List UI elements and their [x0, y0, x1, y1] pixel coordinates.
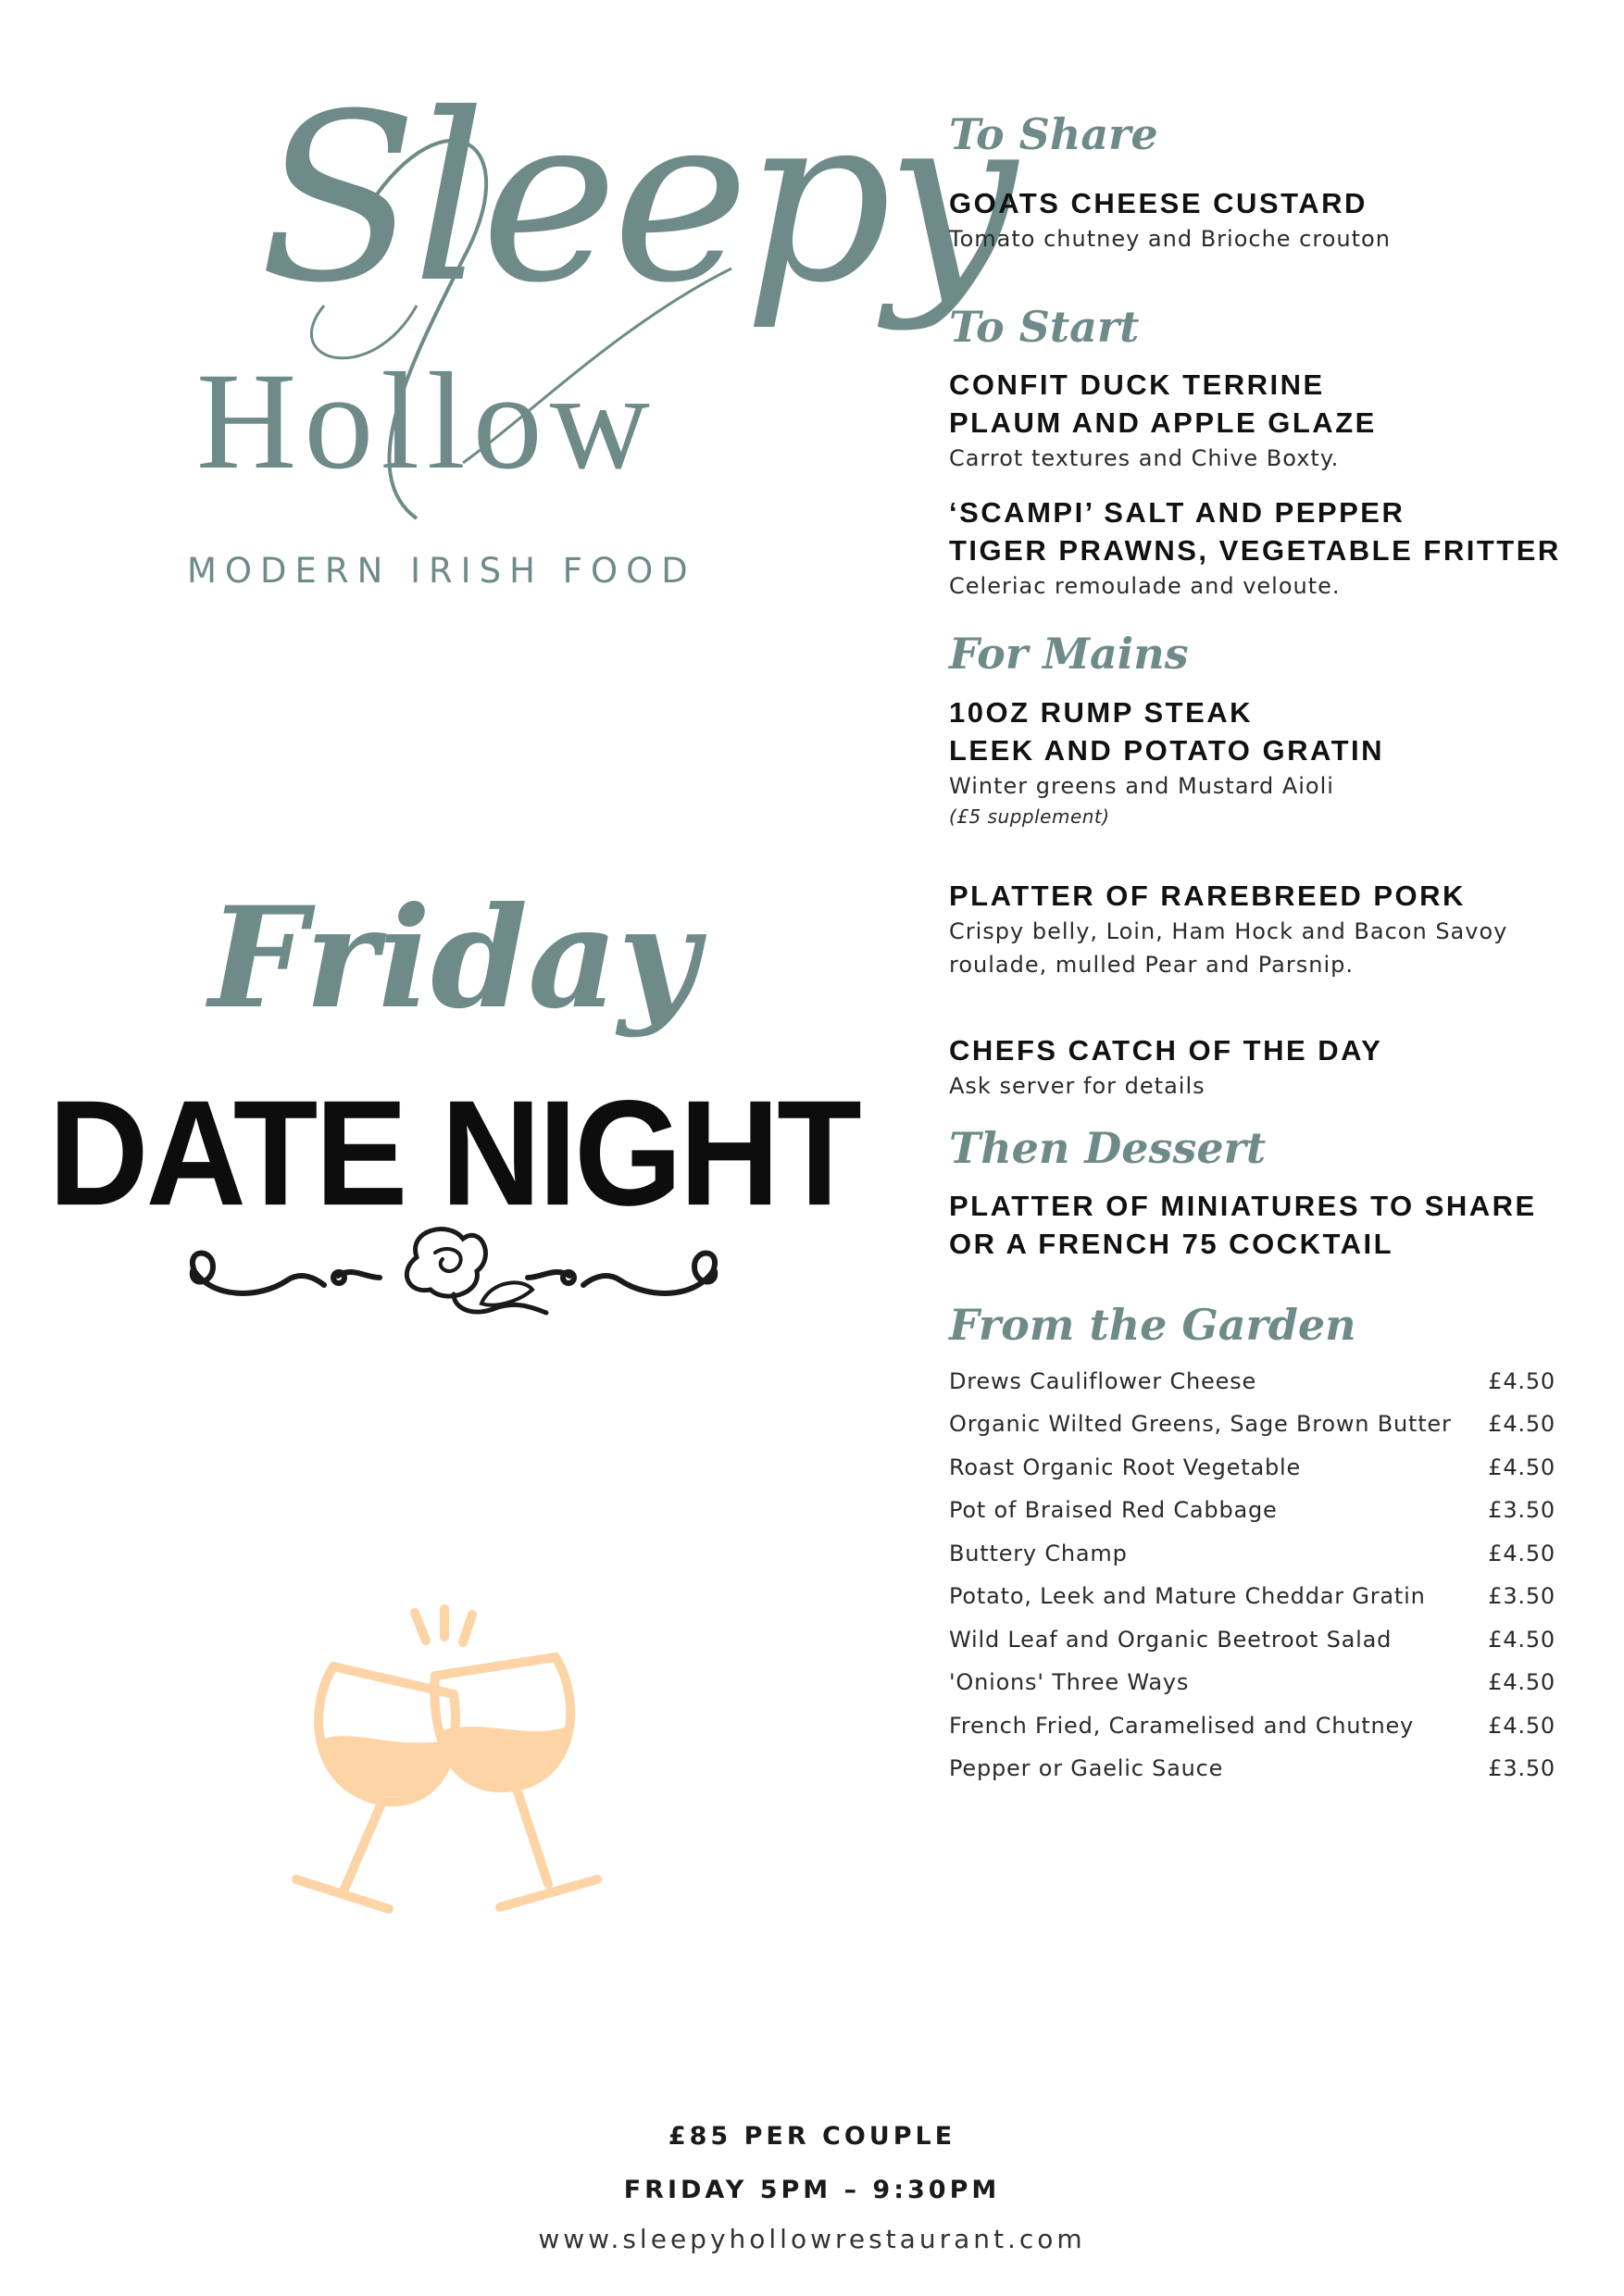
- rose-flourish-icon: [176, 1220, 731, 1331]
- logo-script-word: Sleepy: [259, 64, 1012, 333]
- side-name: Pot of Braised Red Cabbage: [949, 1497, 1278, 1524]
- list-item: [949, 1403, 1555, 1446]
- side-price: £4.50: [1488, 1669, 1555, 1696]
- list-item: [949, 1360, 1555, 1404]
- dish: [949, 1187, 1555, 1263]
- side-name: Potato, Leek and Mature Cheddar Gratin: [949, 1583, 1426, 1610]
- dish-description: Celeriac remoulade and veloute.: [949, 573, 1341, 600]
- restaurant-logo: [139, 64, 1012, 602]
- list-item: [949, 1532, 1555, 1576]
- side-price: £4.50: [1488, 1540, 1555, 1566]
- section-title: To Start: [949, 302, 1140, 353]
- side-name: Pepper or Gaelic Sauce: [949, 1755, 1224, 1782]
- dish-name-line: PLAUM AND APPLE GLAZE: [949, 406, 1377, 440]
- dish-name: GOATS CHEESE CUSTARD: [949, 187, 1368, 220]
- side-price: £4.50: [1488, 1626, 1555, 1653]
- side-name: Roast Organic Root Vegetable: [949, 1454, 1302, 1480]
- dish-description: Winter greens and Mustard Aioli: [949, 772, 1334, 799]
- side-name: Drews Cauliflower Cheese: [949, 1367, 1257, 1394]
- side-name: French Fried, Caramelised and Chutney: [949, 1712, 1415, 1739]
- logo-serif-word: Hollow: [196, 344, 657, 498]
- side-name: Buttery Champ: [949, 1540, 1128, 1566]
- headline-day: Friday: [208, 877, 699, 1040]
- side-name: Wild Leaf and Organic Beetroot Salad: [949, 1626, 1393, 1653]
- dish-name: PLATTER OF RAREBREED PORK: [949, 879, 1466, 912]
- list-item: [949, 1618, 1555, 1662]
- dish-description: Tomato chutney and Brioche crouton: [949, 226, 1391, 253]
- list-item: [949, 1704, 1555, 1748]
- side-price: £3.50: [1488, 1583, 1555, 1610]
- section-from-the-garden: [949, 1300, 1555, 1791]
- section-then-dessert: [949, 1123, 1555, 1263]
- dish-name-line: OR A FRENCH 75 COCKTAIL: [949, 1227, 1394, 1260]
- dish: [949, 877, 1555, 981]
- list-item: [949, 1661, 1555, 1704]
- dish: [949, 493, 1561, 603]
- headline-event: DATE NIGHT: [48, 1068, 859, 1237]
- section-title: To Share: [949, 109, 1158, 159]
- dish: [949, 366, 1555, 475]
- dish: [949, 184, 1555, 256]
- dish-name-line: CONFIT DUCK TERRINE: [949, 368, 1325, 402]
- dish-description-line: roulade, mulled Pear and Parsnip.: [949, 951, 1355, 978]
- logo-tagline: MODERN IRISH FOOD: [187, 551, 696, 591]
- dish-description-line: Crispy belly, Loin, Ham Hock and Bacon Savoy: [949, 917, 1508, 944]
- list-item: [949, 1446, 1555, 1490]
- dish-name-line: LEEK AND POTATO GRATIN: [949, 733, 1385, 767]
- dish-supplement-note: (£5 supplement): [949, 805, 1110, 828]
- list-item: [949, 1489, 1555, 1532]
- side-price: £4.50: [1488, 1367, 1555, 1394]
- dish-name-line: 10OZ RUMP STEAK: [949, 695, 1254, 729]
- side-price: £4.50: [1488, 1411, 1555, 1438]
- section-to-start: [949, 302, 1561, 603]
- dish-name: CHEFS CATCH OF THE DAY: [949, 1033, 1383, 1067]
- list-item: [949, 1747, 1555, 1791]
- dish-name-line: TIGER PRAWNS, VEGETABLE FRITTER: [949, 534, 1561, 568]
- side-price: £3.50: [1488, 1755, 1555, 1782]
- section-title: For Mains: [949, 629, 1189, 680]
- side-name: 'Onions' Three Ways: [949, 1669, 1190, 1696]
- dish-name-line: ‘SCAMPI’ SALT AND PEPPER: [949, 496, 1405, 530]
- dish-description: Carrot textures and Chive Boxty.: [949, 445, 1340, 472]
- section-for-mains: [949, 629, 1555, 1102]
- side-price: £4.50: [1488, 1712, 1555, 1739]
- menu-column: [949, 109, 1561, 1791]
- section-title: From the Garden: [949, 1299, 1356, 1350]
- footer-website: www.sleepyhollowrestaurant.com: [538, 2224, 1086, 2254]
- dish: [949, 693, 1555, 830]
- side-price: £3.50: [1488, 1497, 1555, 1524]
- dish-description: Ask server for details: [949, 1072, 1206, 1099]
- side-name: Organic Wilted Greens, Sage Brown Butter: [949, 1411, 1452, 1438]
- section-to-share: [949, 109, 1555, 256]
- list-item: [949, 1575, 1555, 1618]
- footer-time: FRIDAY 5PM – 9:30PM: [623, 2176, 1001, 2204]
- section-title: Then Dessert: [949, 1122, 1267, 1173]
- footer-price: £85 PER COUPLE: [668, 2122, 956, 2151]
- dish: [949, 1031, 1555, 1103]
- clinking-wine-glasses-icon: [278, 1602, 630, 1935]
- side-price: £4.50: [1488, 1454, 1555, 1480]
- dish-name-line: PLATTER OF MINIATURES TO SHARE: [949, 1189, 1537, 1222]
